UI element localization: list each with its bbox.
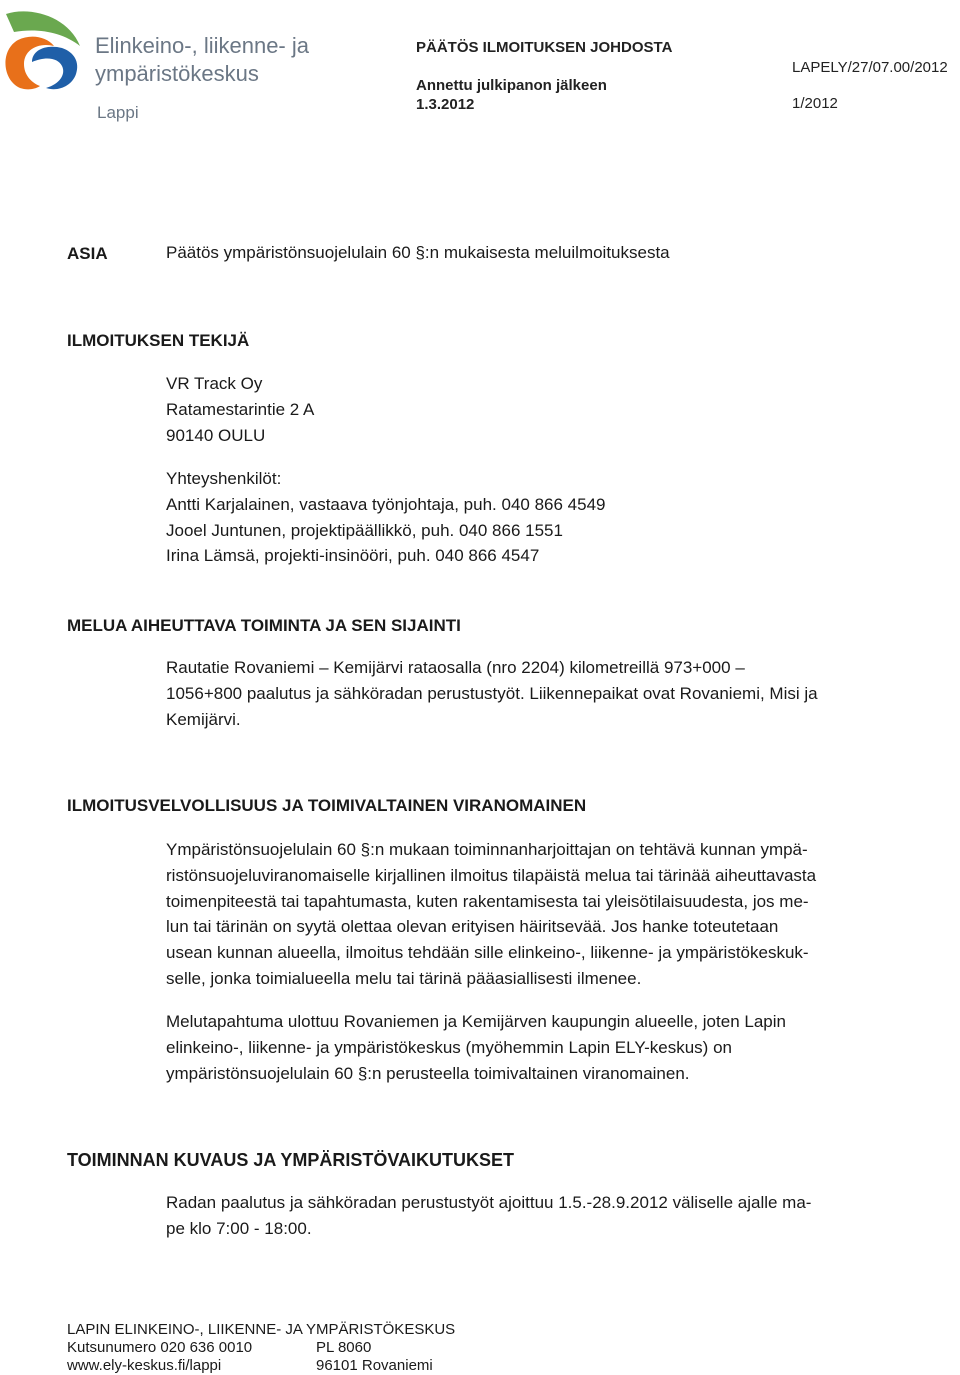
section-heading-kuvaus: TOIMINNAN KUVAUS JA YMPÄRISTÖVAIKUTUKSET bbox=[67, 1150, 515, 1170]
org-name-line: ympäristökeskus bbox=[95, 61, 259, 86]
footer-pobox: PL 8060 bbox=[316, 1339, 372, 1356]
address-line: 90140 OULU bbox=[166, 425, 266, 445]
footer-contact-column bbox=[67, 1339, 252, 1375]
kuvaus-text bbox=[166, 1190, 811, 1242]
paragraph-line: pe klo 7:00 - 18:00. bbox=[166, 1218, 312, 1238]
paragraph-line: ristönsuojeluviranomaiselle kirjallinen ilmoitus tilapäistä melua tai tärinää aiheuttavasta bbox=[166, 865, 817, 885]
footer-city: 96101 Rovaniemi bbox=[316, 1357, 433, 1374]
velvollisuus-paragraph-2 bbox=[166, 1009, 786, 1086]
paragraph-line: ympäristönsuojelulain 60 §:n perusteella toimivaltainen viranomainen. bbox=[166, 1063, 690, 1083]
contacts-block bbox=[166, 466, 606, 569]
issued-label: Annettu julkipanon jälkeen bbox=[416, 77, 607, 94]
paragraph-line: Radan paalutus ja sähköradan perustustyöt ajoittuu 1.5.-28.9.2012 väliselle ajalle ma- bbox=[166, 1193, 812, 1212]
section-heading-ilmoittaja: ILMOITUKSEN TEKIJÄ bbox=[67, 331, 250, 350]
section-heading-toiminta: MELUA AIHEUTTAVA TOIMINTA JA SEN SIJAINTI bbox=[67, 616, 461, 635]
ilmoittaja-address bbox=[166, 371, 314, 448]
paragraph-line: Melutapahtuma ulottuu Rovaniemen ja Kemijärven kaupungin alueelle, joten Lapin bbox=[166, 1012, 786, 1031]
paragraph-line: Ympäristönsuojelulain 60 §:n mukaan toiminnanharjoittajan on tehtävä kunnan ympä- bbox=[166, 840, 808, 859]
issued-info bbox=[416, 76, 607, 114]
paragraph-line: usean kunnan alueella, ilmoitus tehdään sille elinkeino-, liikenne- ja ympäristökeskuk- bbox=[166, 943, 809, 963]
paragraph-line: Kemijärvi. bbox=[166, 709, 241, 729]
ely-logo-icon bbox=[2, 6, 82, 92]
address-line: VR Track Oy bbox=[166, 374, 263, 393]
toiminta-text bbox=[166, 655, 818, 732]
contacts-label: Yhteyshenkilöt: bbox=[166, 469, 282, 488]
paragraph-line: lun tai tärinän on syytä olettaa olevan erityisen häiritsevää. Jos hanke toteutetaan bbox=[166, 917, 779, 937]
contact-line: Antti Karjalainen, vastaava työnjohtaja, puh. 040 866 4549 bbox=[166, 494, 606, 514]
paragraph-line: Rautatie Rovaniemi – Kemijärvi rataosalla (nro 2204) kilometreillä 973+000 – bbox=[166, 658, 745, 677]
org-name-line: Elinkeino-, liikenne- ja bbox=[95, 33, 309, 58]
contact-line: Jooel Juntunen, projektipäällikkö, puh. 040 866 1551 bbox=[166, 520, 563, 540]
paragraph-line: elinkeino-, liikenne- ja ympäristökeskus (myöhemmin Lapin ELY-keskus) on bbox=[166, 1037, 732, 1057]
velvollisuus-paragraph-1 bbox=[166, 837, 816, 992]
region-label: Lappi bbox=[97, 103, 139, 122]
asia-label: ASIA bbox=[67, 244, 108, 263]
paragraph-line: toimenpiteestä tai tapahtumasta, kuten rakentamisesta tai yleisötilaisuudesta, jos me- bbox=[166, 891, 809, 911]
footer-organization: LAPIN ELINKEINO-, LIIKENNE- JA YMPÄRISTÖKESKUS bbox=[67, 1321, 456, 1338]
footer-website-link[interactable]: www.ely-keskus.fi/lappi bbox=[67, 1357, 222, 1374]
footer-phone: Kutsunumero 020 636 0010 bbox=[67, 1339, 253, 1356]
footer-address-column bbox=[316, 1339, 433, 1375]
document-type: PÄÄTÖS ILMOITUKSEN JOHDOSTA bbox=[416, 39, 673, 56]
issued-date: 1.3.2012 bbox=[416, 96, 475, 113]
paragraph-line: selle, jonka toimialueella melu tai tärinä pääasiallisesti ilmenee. bbox=[166, 968, 642, 988]
organization-name bbox=[95, 32, 309, 88]
paragraph-line: 1056+800 paalutus ja sähköradan perustustyöt. Liikennepaikat ovat Rovaniemi, Misi ja bbox=[166, 683, 818, 703]
document-number: 1/2012 bbox=[792, 95, 838, 112]
section-heading-velvollisuus: ILMOITUSVELVOLLISUUS JA TOIMIVALTAINEN VIRANOMAINEN bbox=[67, 796, 587, 815]
address-line: Ratamestarintie 2 A bbox=[166, 399, 315, 419]
asia-text: Päätös ympäristönsuojelulain 60 §:n mukaisesta meluilmoituksesta bbox=[166, 243, 670, 262]
document-id: LAPELY/27/07.00/2012 bbox=[792, 59, 948, 76]
contact-line: Irina Lämsä, projekti-insinööri, puh. 040 866 4547 bbox=[166, 546, 540, 566]
